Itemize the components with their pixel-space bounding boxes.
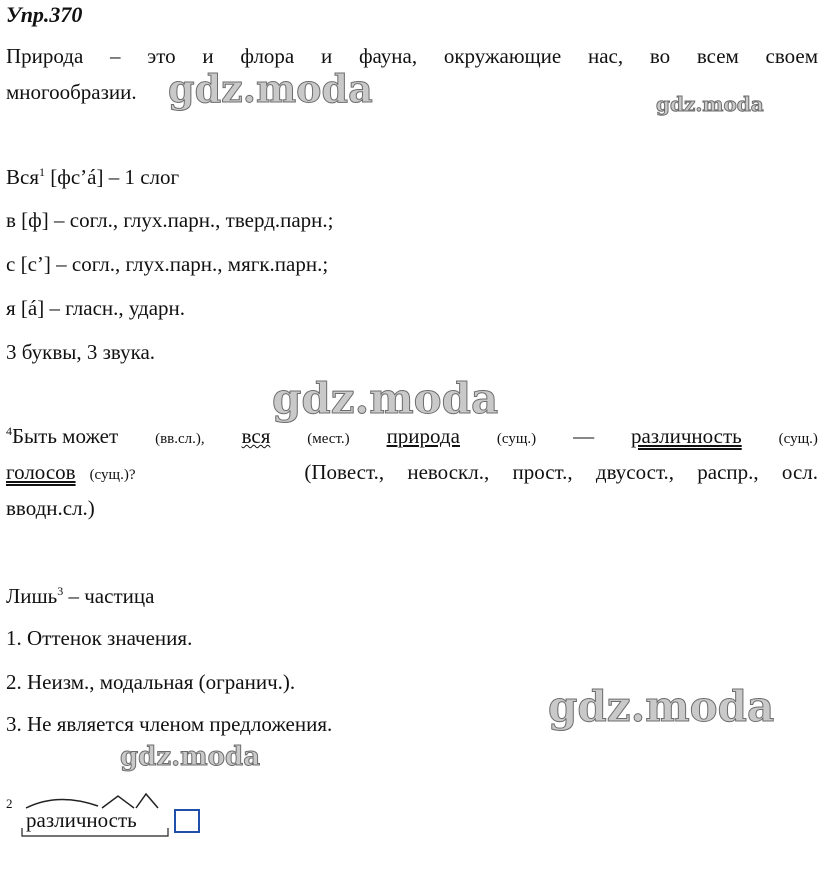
syntax-dash: — xyxy=(573,424,595,448)
syntax-line-1 xyxy=(6,424,818,449)
syntax-sup: 4 xyxy=(6,424,12,438)
phonetic-transcription: [фс’á] – 1 слог xyxy=(50,165,180,189)
syntax-line-3: вводн.сл.) xyxy=(6,496,95,520)
watermark: gdz.moda xyxy=(656,92,764,116)
phonetic-sup: 1 xyxy=(39,165,45,179)
sentence-line-1: Природа – это и флора и фауна, окружающие нас, во всем своем xyxy=(6,44,818,68)
syntax-note: (сущ.) xyxy=(496,431,537,447)
watermark: gdz.moda xyxy=(272,374,499,423)
particle-sup: 3 xyxy=(57,584,64,598)
syntax-note: (сущ.)? xyxy=(89,467,136,483)
suffix-mark xyxy=(102,796,134,808)
particle-line: 3. Не является членом предложения. xyxy=(6,712,333,736)
syntax-line-2 xyxy=(6,460,818,485)
sentence-line-2: многообразии. xyxy=(6,80,137,104)
phonetic-line: 3 буквы, 3 звука. xyxy=(6,340,156,364)
particle-line: 1. Оттенок значения. xyxy=(6,626,193,650)
syntax-word-intro: Быть может xyxy=(12,424,119,448)
root-arc xyxy=(26,799,98,808)
syntax-word-subject: природа xyxy=(386,424,460,448)
morph-sup: 2 xyxy=(6,796,13,811)
syntax-note: (вв.сл.), xyxy=(155,431,205,447)
syntax-note: (мест.) xyxy=(307,431,350,447)
particle-rest: – частица xyxy=(63,584,155,608)
watermark: gdz.moda xyxy=(120,742,261,772)
phonetic-line: с [с’] – согл., глух.парн., мягк.парн.; xyxy=(6,252,329,276)
exercise-title: Упр.370 xyxy=(6,2,83,27)
watermark: gdz.moda xyxy=(168,66,373,111)
phonetic-line: я [á] – гласн., ударн. xyxy=(6,296,186,320)
syntax-note: (сущ.) xyxy=(778,431,818,447)
syntax-characteristics: (Повест., невоскл., прост., двусост., распр., осл. xyxy=(304,460,818,484)
particle-line: 2. Неизм., модальная (огранич.). xyxy=(6,670,296,694)
particle-word: Лишь xyxy=(6,584,58,608)
ending-box xyxy=(175,810,199,832)
phonetic-line: в [ф] – согл., глух.парн., тверд.парн.; xyxy=(6,208,334,232)
syntax-word-predicate: различность xyxy=(630,424,742,448)
phonetic-word: Вся xyxy=(6,165,39,189)
morph-word: различность xyxy=(26,808,137,832)
suffix-mark xyxy=(136,794,158,808)
syntax-word-attribute: голосов xyxy=(6,460,76,484)
phonetic-header xyxy=(6,165,179,190)
particle-header xyxy=(6,584,154,609)
watermark: gdz.moda xyxy=(548,682,775,731)
syntax-word-determiner: вся xyxy=(241,424,271,448)
